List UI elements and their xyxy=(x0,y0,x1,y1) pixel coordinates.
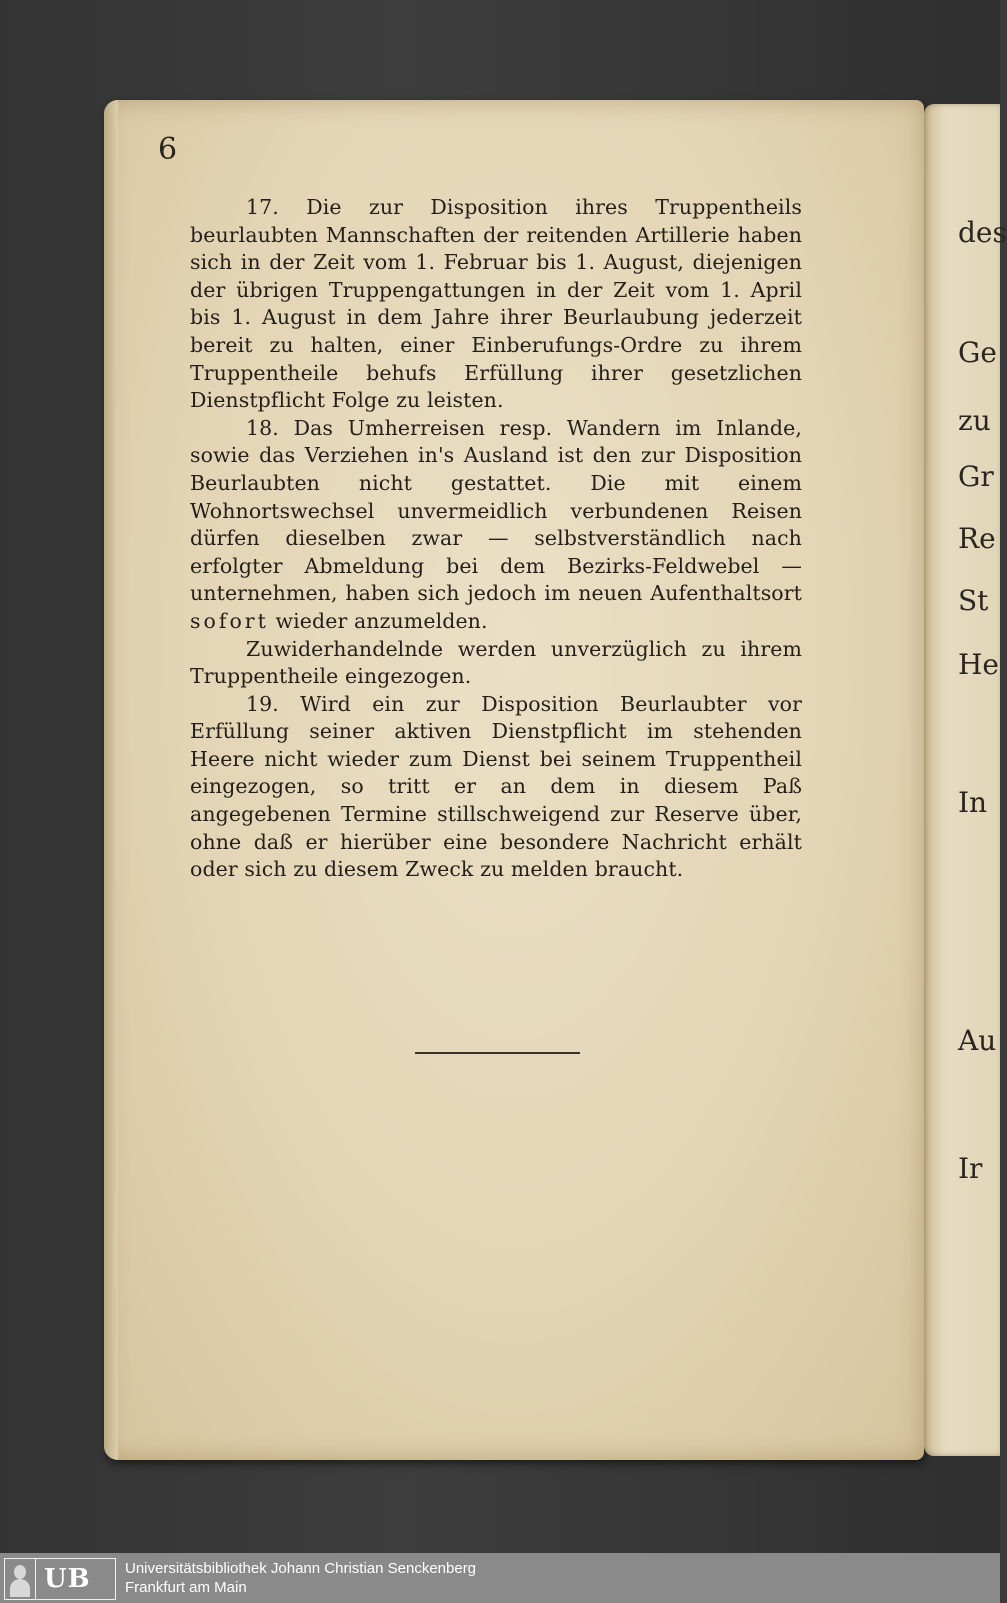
section-divider xyxy=(415,1052,580,1054)
page-body xyxy=(190,194,802,884)
paragraph-18 xyxy=(190,415,802,636)
next-page-fragment: In xyxy=(958,786,988,819)
next-page-edge xyxy=(924,104,1007,1456)
next-page-fragment: Au xyxy=(958,1024,997,1057)
footer-institution: Universitätsbibliothek Johann Christian Senckenberg xyxy=(125,1560,477,1577)
paragraph-19: 19. Wird ein zur Disposition Beurlaubter vor Erfüllung seiner aktiven Dienstpflicht im stehenden Heere nicht wieder zum Dienst bei seinem Truppentheil eingezogen, so tritt er an dem in diesem Paß angegebenen Termine stillschweigend zur Reserve über, ohne daß er hierüber eine besondere Nachricht erhält oder sich zu diesem Zweck zu melden braucht. xyxy=(190,691,802,882)
page-number: 6 xyxy=(158,132,178,167)
paragraph-penalty: Zuwiderhandelnde werden unverzüglich zu ihrem Truppentheile eingezogen. xyxy=(190,636,802,689)
footer-bar xyxy=(0,1553,1000,1603)
library-logo xyxy=(4,1558,116,1600)
next-page-fragment: He xyxy=(958,648,999,681)
next-page-fragment: St xyxy=(958,584,989,617)
next-page-fragment: des xyxy=(958,216,1007,249)
next-page-fragment: zu xyxy=(958,404,991,437)
paragraph-18-text-end: wieder anzumelden. xyxy=(275,608,488,633)
footer-credit xyxy=(125,1559,476,1597)
emphasized-word: sofort xyxy=(190,608,269,633)
next-page-fragment: Gr xyxy=(958,460,994,493)
library-logo-text: UB xyxy=(44,1564,91,1594)
footer-city: Frankfurt am Main xyxy=(125,1579,247,1596)
next-page-fragment: Re xyxy=(958,522,996,555)
paragraph-18-text: 18. Das Umherreisen resp. Wandern im Inlande, sowie das Verziehen in's Ausland ist den zur Disposition Beurlaubten nicht gestattet. Die mit einem Wohnortswechsel unvermeidlich verbundenen Reisen dürfen dieselben zwar — selbstverständlich nach erfolgter Abmeldung bei dem Bezirks-Feldwebel — unternehmen, haben sich jedoch im neuen Aufenthaltsort xyxy=(190,415,802,606)
portrait-icon xyxy=(5,1559,36,1599)
next-page-fragment: Ir xyxy=(958,1152,983,1185)
paragraph-17: 17. Die zur Disposition ihres Truppentheils beurlaubten Mannschaften der reitenden Artillerie haben sich in der Zeit vom 1. Februar bis 1. August, diejenigen der übrigen Truppengattungen in der Zeit vom 1. April bis 1. August in dem Jahre ihrer Beurlaubung jederzeit bereit zu halten, einer Einberufungs-Ordre zu ihrem Truppentheile behufs Erfüllung ihrer gesetzlichen Dienstpflicht Folge zu leisten. xyxy=(190,195,802,413)
next-page-fragment: Ge xyxy=(958,336,997,369)
